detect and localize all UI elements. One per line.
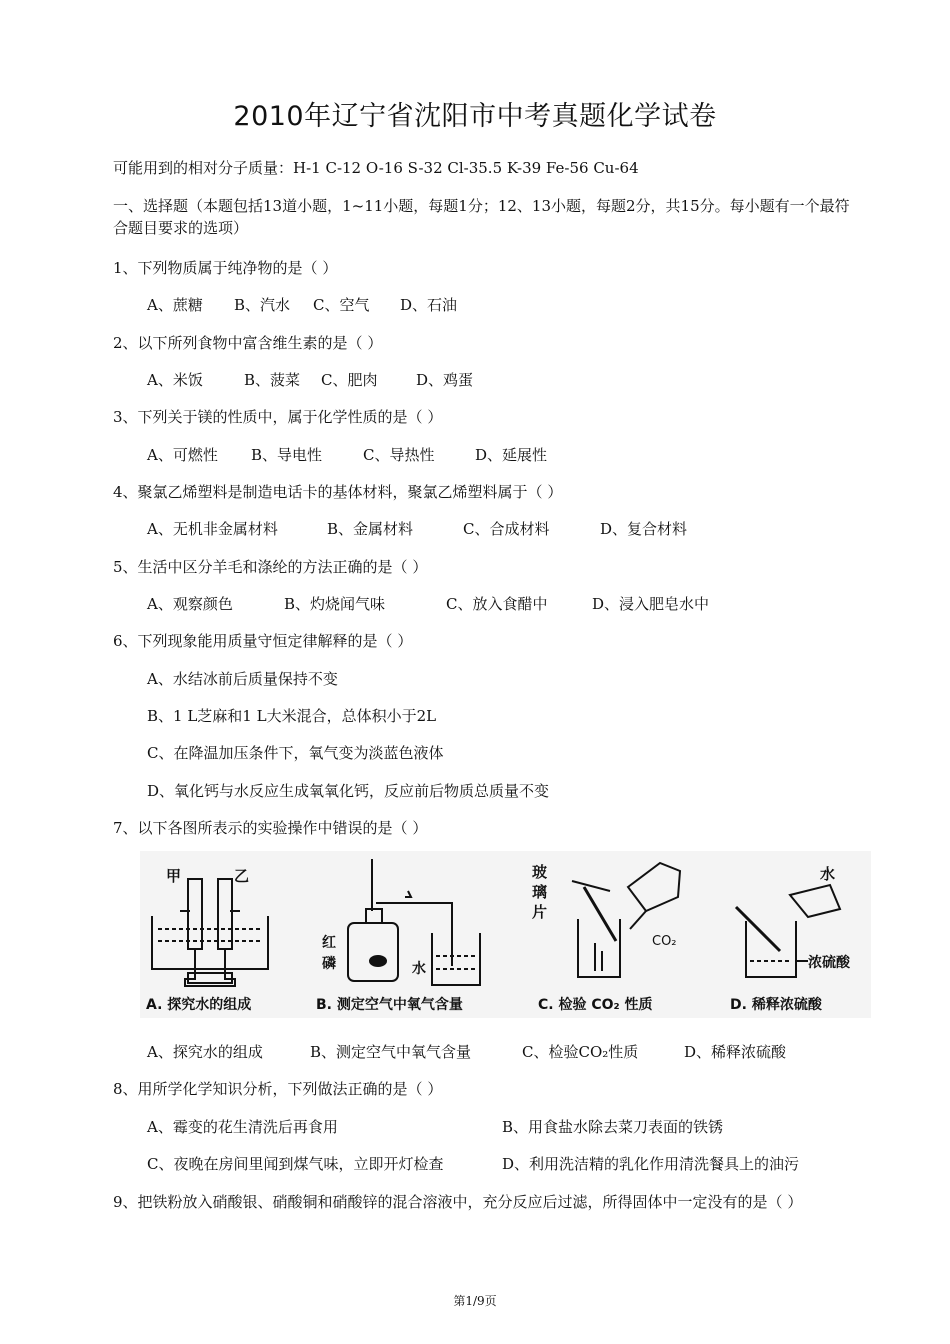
q1-option-b: B、汽水 (234, 296, 291, 314)
q1-option-d: D、石油 (400, 296, 458, 314)
q5-option-c: C、放入食醋中 (446, 595, 548, 613)
q5-option-a: A、观察颜色 (147, 595, 233, 613)
page-title: 2010年辽宁省沈阳市中考真题化学试卷 (233, 101, 717, 132)
label-lin: 磷 (322, 956, 336, 972)
experiment-figure (140, 851, 871, 1018)
caption-b: B. 测定空气中氧气含量 (316, 997, 463, 1013)
q2-option-c: C、肥肉 (321, 371, 378, 389)
diagram-c (572, 863, 680, 977)
q1-option-a: A、蔗糖 (147, 296, 203, 314)
caption-a: A. 探究水的组成 (146, 997, 252, 1013)
q2-option-b: B、菠菜 (244, 371, 301, 389)
caption-d: D. 稀释浓硫酸 (730, 997, 822, 1013)
question-9-stem: 9、把铁粉放入硝酸银、硝酸铜和硝酸锌的混合溶液中，充分反应后过滤，所得固体中一定没有的是（ ） (113, 1193, 803, 1211)
q8-option-c: C、夜晚在房间里闻到煤气味，立即开灯检查 (147, 1155, 444, 1173)
q7-option-b: B、测定空气中氧气含量 (310, 1043, 472, 1061)
q3-option-a: A、可燃性 (147, 446, 218, 464)
q4-option-c: C、合成材料 (463, 520, 550, 538)
q8-option-a: A、霉变的花生清洗后再食用 (147, 1118, 338, 1136)
q2-option-a: A、米饭 (147, 371, 203, 389)
experiment-diagrams (140, 851, 871, 1018)
page-number: 第1/9页 (453, 1294, 497, 1308)
label-hong: 红 (322, 935, 336, 951)
q8-option-d: D、利用洗洁精的乳化作用清洗餐具上的油污 (502, 1155, 800, 1173)
q6-option-d: D、氧化钙与水反应生成氧氧化钙，反应前后物质总质量不变 (147, 782, 550, 800)
diagram-a (152, 879, 268, 986)
q8-option-b: B、用食盐水除去菜刀表面的铁锈 (502, 1118, 724, 1136)
q3-option-c: C、导热性 (363, 446, 435, 464)
q7-option-d: D、稀释浓硫酸 (684, 1043, 787, 1061)
question-6-stem: 6、下列现象能用质量守恒定律解释的是（ ） (113, 632, 413, 650)
question-3-stem: 3、下列关于镁的性质中，属于化学性质的是（ ） (113, 408, 443, 426)
label-yi: 乙 (234, 867, 250, 885)
label-co2: CO₂ (652, 934, 677, 949)
question-7-stem: 7、以下各图所表示的实验操作中错误的是（ ） (113, 819, 428, 837)
q3-option-d: D、延展性 (475, 446, 548, 464)
q4-option-b: B、金属材料 (327, 520, 414, 538)
q5-option-b: B、灼烧闻气味 (284, 595, 386, 613)
atomic-masses: 可能用到的相对分子质量：H-1 C-12 O-16 S-32 Cl-35.5 K-39 Fe-56 Cu-64 (113, 159, 639, 177)
q6-option-a: A、水结冰前后质量保持不变 (147, 670, 338, 688)
q4-option-d: D、复合材料 (600, 520, 688, 538)
q7-option-c: C、检验CO₂性质 (522, 1043, 639, 1061)
q6-option-b: B、1 L芝麻和1 L大米混合，总体积小于2L (147, 707, 437, 725)
label-shui-d: 水 (820, 865, 836, 883)
q6-option-c: C、在降温加压条件下，氧气变为淡蓝色液体 (147, 744, 444, 762)
label-shui-b: 水 (412, 961, 426, 977)
question-8-stem: 8、用所学化学知识分析，下列做法正确的是（ ） (113, 1080, 443, 1098)
q2-option-d: D、鸡蛋 (416, 371, 474, 389)
question-2-stem: 2、以下所列食物中富含维生素的是（ ） (113, 334, 383, 352)
q3-option-b: B、导电性 (251, 446, 323, 464)
q5-option-d: D、浸入肥皂水中 (592, 595, 710, 613)
label-li: 璃 (532, 883, 548, 901)
label-nongliusuan: 浓硫酸 (808, 955, 850, 971)
question-5-stem: 5、生活中区分羊毛和涤纶的方法正确的是（ ） (113, 558, 428, 576)
caption-c: C. 检验 CO₂ 性质 (538, 997, 653, 1013)
label-bo: 玻 (532, 863, 548, 881)
question-4-stem: 4、聚氯乙烯塑料是制造电话卡的基体材料，聚氯乙烯塑料属于（ ） (113, 483, 563, 501)
question-1-stem: 1、下列物质属于纯净物的是（ ） (113, 259, 338, 277)
q4-option-a: A、无机非金属材料 (147, 520, 278, 538)
q1-option-c: C、空气 (313, 296, 370, 314)
section-heading: 一、选择题（本题包括13道小题，1~11小题，每题1分；12、13小题，每题2分，共15分。每小题有一个最符合题目要求的选项） (113, 197, 850, 237)
label-pian: 片 (532, 903, 548, 921)
label-jia: 甲 (166, 867, 182, 885)
q7-option-a: A、探究水的组成 (147, 1043, 263, 1061)
